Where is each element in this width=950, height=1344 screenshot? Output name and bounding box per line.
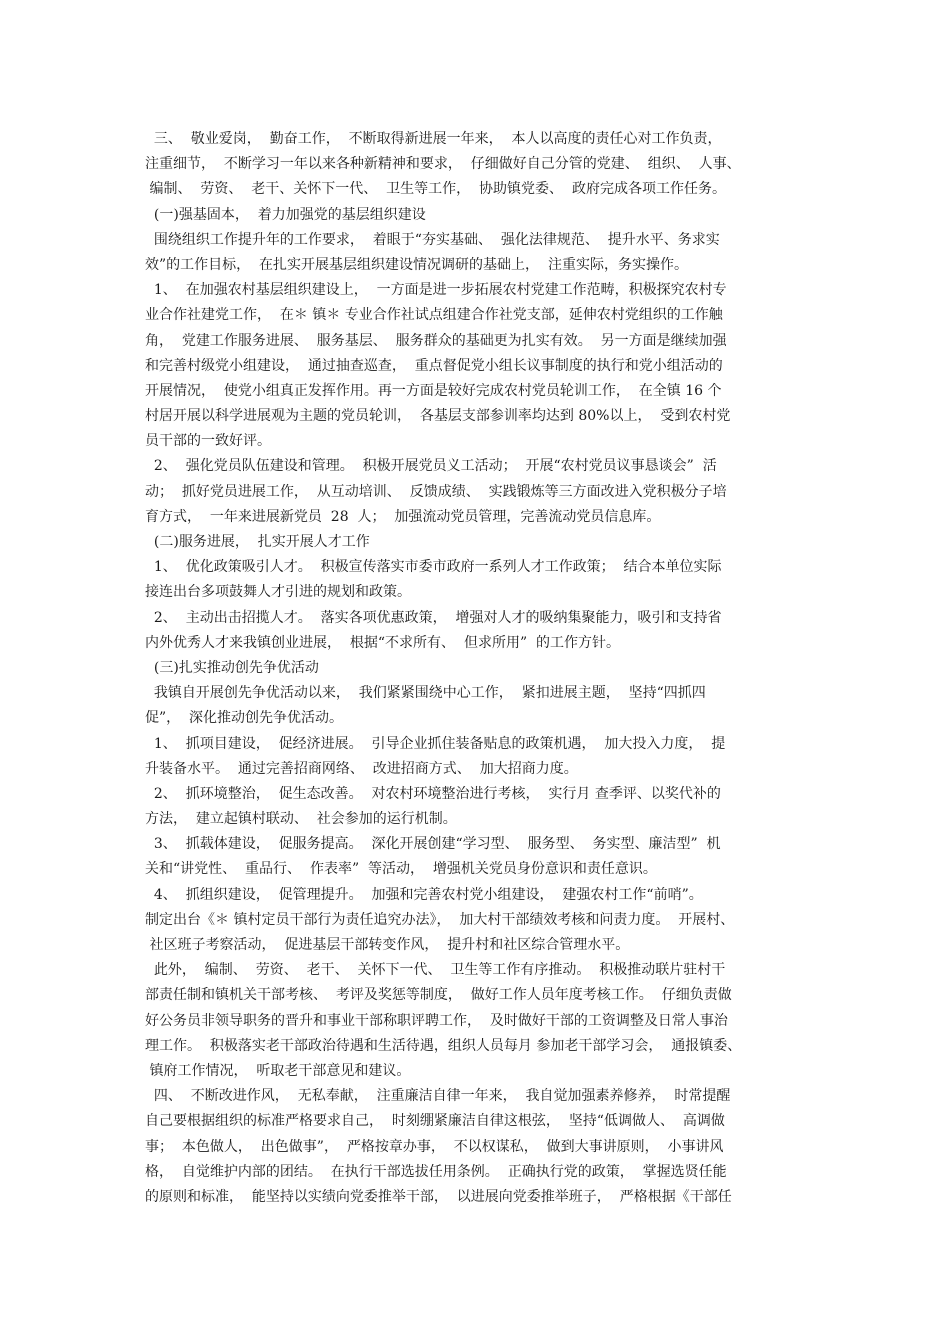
text-line: 三、 敬业爱岗， 勤奋工作， 不断取得新进展一年来， 本人以高度的责任心对工作负责， <box>145 131 722 147</box>
text-line: 此外， 编制、 劳资、 老干、 关怀下一代、 卫生等工作有序推动。 积极推动联片驻村干 <box>145 962 726 979</box>
text-line: 内外优秀人才来我镇创业进展， 根据“不求所有、 但求所用” 的工作方针。 <box>145 634 621 651</box>
text-line: 围绕组织工作提升年的工作要求， 着眼于“夯实基础、 强化法律规范、 提升水平、务求实 <box>145 231 720 248</box>
text-line: 格， 自觉维护内部的团结。 在执行干部选拔任用条例。 正确执行党的政策， 掌握选贤任能 <box>145 1163 727 1180</box>
text-line: 角， 党建工作服务进展、 服务基层、 服务群众的基础更为扎实有效。 另一方面是继续加强 <box>145 332 727 349</box>
text-line: 注重细节， 不断学习一年以来各种新精神和要求， 仔细做好自己分管的党建、 组织、 人事、 <box>145 156 741 173</box>
text-line: 镇府工作情况， 听取老干部意见和建议。 <box>145 1062 411 1079</box>
text-line: 1、 在加强农村基层组织建设上， 一方面是进一步拓展农村党建工作范畴，积极探究农村专 <box>145 282 727 299</box>
section-heading: (一)强基固本， 着力加强党的基层组织建设 <box>145 206 426 223</box>
text-line: 接连出台多项鼓舞人才引进的规划和政策。 <box>145 584 411 601</box>
section-heading: (三)扎实推动创先争优活动 <box>145 659 319 676</box>
text-line: 育方式， 一年来进展新党员 28 人； 加强流动党员管理，完善流动党员信息库。 <box>145 508 661 525</box>
text-line: 部责任制和镇机关干部考核、 考评及奖惩等制度， 做好工作人员年度考核工作。 仔细负责做 <box>145 987 732 1004</box>
text-line: 3、 抓载体建设， 促服务提高。 深化开展创建“学习型、 服务型、 务实型、廉洁型” 机 <box>145 836 721 853</box>
text-line: 我镇自开展创先争优活动以来， 我们紧紧围绕中心工作， 紧扣进展主题， 坚持“四抓四 <box>145 685 706 702</box>
text-line: 村居开展以科学进展观为主题的党员轮训， 各基层支部参训率均达到 80%以上， 受到农村党 <box>145 408 731 425</box>
text-line: 和完善村级党小组建设， 通过抽查巡查， 重点督促党小组长议事制度的执行和党小组活动的 <box>145 357 723 374</box>
text-line: 事； 本色做人， 出色做事”， 严格按章办事， 不以权谋私， 做到大事讲原则， 小事讲风 <box>145 1138 724 1155</box>
text-line: 开展情况， 使党小组真正发挥作用。再一方面是较好完成农村党员轮训工作， 在全镇 16 个 <box>145 382 722 399</box>
text-line: 自己要根据组织的标准严格要求自己， 时刻绷紧廉洁自律这根弦， 坚持“低调做人、 高调做 <box>145 1113 725 1130</box>
text-line: 的原则和标准， 能坚持以实绩向党委推举干部， 以进展向党委推举班子， 严格根据《干部任 <box>145 1188 732 1205</box>
text-line: 好公务员非领导职务的晋升和事业干部称职评聘工作， 及时做好干部的工资调整及日常人事治 <box>145 1012 728 1029</box>
text-line: 方法， 建立起镇村联动、 社会参加的运行机制。 <box>145 811 457 828</box>
text-line: 效”的工作目标， 在扎实开展基层组织建设情况调研的基础上， 注重实际，务实操作。 <box>145 256 688 273</box>
text-line: 2、 主动出击招揽人才。 落实各项优惠政策， 增强对人才的吸纳集聚能力，吸引和支持省 <box>145 609 722 626</box>
text-line: 促”， 深化推动创先争优活动。 <box>145 710 344 727</box>
text-line: 编制、 劳资、 老干、关怀下一代、 卫生等工作， 协助镇党委、 政府完成各项工作任务。 <box>145 181 726 198</box>
text-line: 关和“讲党性、 重品行、 作表率” 等活动， 增强机关党员身份意识和责任意识。 <box>145 861 657 878</box>
text-line: 制定出台《＊ 镇村定员干部行为责任追究办法》， 加大村干部绩效考核和问责力度。 开展村、 <box>145 911 735 928</box>
text-line: 2、 强化党员队伍建设和管理。 积极开展党员义工活动； 开展“农村党员议事恳谈会” 活 <box>145 458 717 475</box>
document-body <box>145 127 815 1210</box>
text-line: 1、 抓项目建设， 促经济进展。 引导企业抓住装备贴息的政策机遇， 加大投入力度， 提 <box>145 735 726 752</box>
text-line: 2、 抓环境整治， 促生态改善。 对农村环境整治进行考核， 实行月 查季评、以奖代补的 <box>145 785 721 802</box>
text-line: 4、 抓组织建设， 促管理提升。 加强和完善农村党小组建设， 建强农村工作“前哨”。 <box>145 886 703 903</box>
text-line: 员干部的一致好评。 <box>145 433 271 450</box>
section-heading: (二)服务进展， 扎实开展人才工作 <box>145 534 370 550</box>
text-line: 社区班子考察活动， 促进基层干部转变作风， 提升村和社区综合管理水平。 <box>145 937 630 953</box>
text-line: 1、 优化政策吸引人才。 积极宣传落实市委市政府一系列人才工作政策； 结合本单位实际 <box>145 559 722 576</box>
text-line: 理工作。 积极落实老干部政治待遇和生活待遇，组织人员每月 参加老干部学习会， 通报镇委、 <box>145 1037 742 1054</box>
text-line: 四、 不断改进作风， 无私奉献， 注重廉洁自律一年来， 我自觉加强素养修养， 时常提醒 <box>145 1088 731 1105</box>
text-line: 升装备水平。 通过完善招商网络、 改进招商方式、 加大招商力度。 <box>145 760 578 777</box>
text-line: 业合作社建党工作， 在＊ 镇＊ 专业合作社试点组建合作社党支部，延伸农村党组织的工作触 <box>145 307 723 324</box>
text-line: 动； 抓好党员进展工作， 从互动培训、 反馈成绩、 实践锻炼等三方面改进入党积极分子培 <box>145 483 727 500</box>
